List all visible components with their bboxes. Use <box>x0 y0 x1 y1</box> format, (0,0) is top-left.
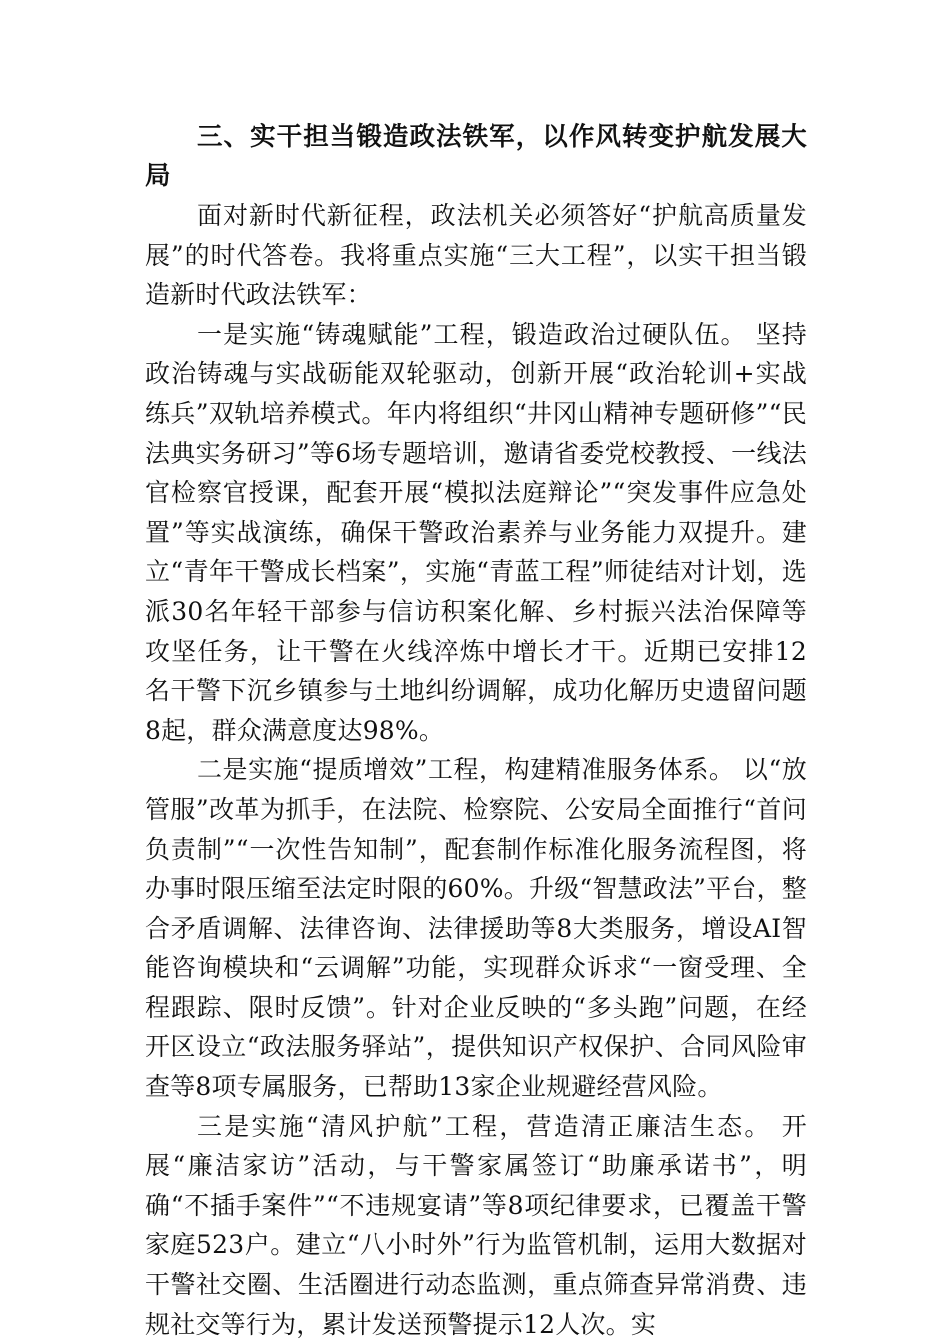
paragraph-quality-efficiency: 二是实施“提质增效”工程，构建精准服务体系。 以“放管服”改革为抓手，在法院、检察院、公安局全面推行“首问负责制”“一次性告知制”，配套制作标准化服务流程图，将办事时限压缩至法定时限的60%。升级“智慧政法”平台，整合矛盾调解、法律咨询、法律援助等8大类服务，增设AI智能咨询模块和“云调解”功能，实现群众诉求“一窗受理、全程跟踪、限时反馈”。针对企业反映的“多头跑”问题，在经开区设立“政法服务驿站”，提供知识产权保护、合同风险审查等8项专属服务，已帮助13家企业规避经营风险。 <box>145 755 807 1102</box>
document-body <box>145 118 807 1344</box>
paragraph-soul-empowerment: 一是实施“铸魂赋能”工程，锻造政治过硬队伍。 坚持政治铸魂与实战砺能双轮驱动，创新开展“政治轮训+实战练兵”双轨培养模式。年内将组织“井冈山精神专题研修”“民法典实务研习”等6场专题培训，邀请省委党校教授、一线法官检察官授课，配套开展“模拟法庭辩论”“突发事件应急处置”等实战演练，确保干警政治素养与业务能力双提升。建立“青年干警成长档案”，实施“青蓝工程”师徒结对计划，选派30名年轻干部参与信访积案化解、乡村振兴法治保障等攻坚任务，让干警在火线淬炼中增长才干。近期已安排12名干警下沉乡镇参与土地纠纷调解，成功化解历史遗留问题8起，群众满意度达98%。 <box>145 319 807 745</box>
section-heading: 三、实干担当锻造政法铁军，以作风转变护航发展大局 <box>145 122 807 191</box>
intro-paragraph: 面对新时代新征程，政法机关必须答好“护航高质量发展”的时代答卷。我将重点实施“三大工程”，以实干担当锻造新时代政法铁军： <box>145 201 807 310</box>
paragraph-clean-governance: 三是实施“清风护航”工程，营造清正廉洁生态。 开展“廉洁家访”活动，与干警家属签订“助廉承诺书”，明确“不插手案件”“不违规宴请”等8项纪律要求，已覆盖干警家庭523户。建立“八小时外”行为监管机制，运用大数据对干警社交圈、生活圈进行动态监测，重点筛查异常消费、违规社交等行为，累计发送预警提示12人次。实 <box>145 1111 807 1339</box>
